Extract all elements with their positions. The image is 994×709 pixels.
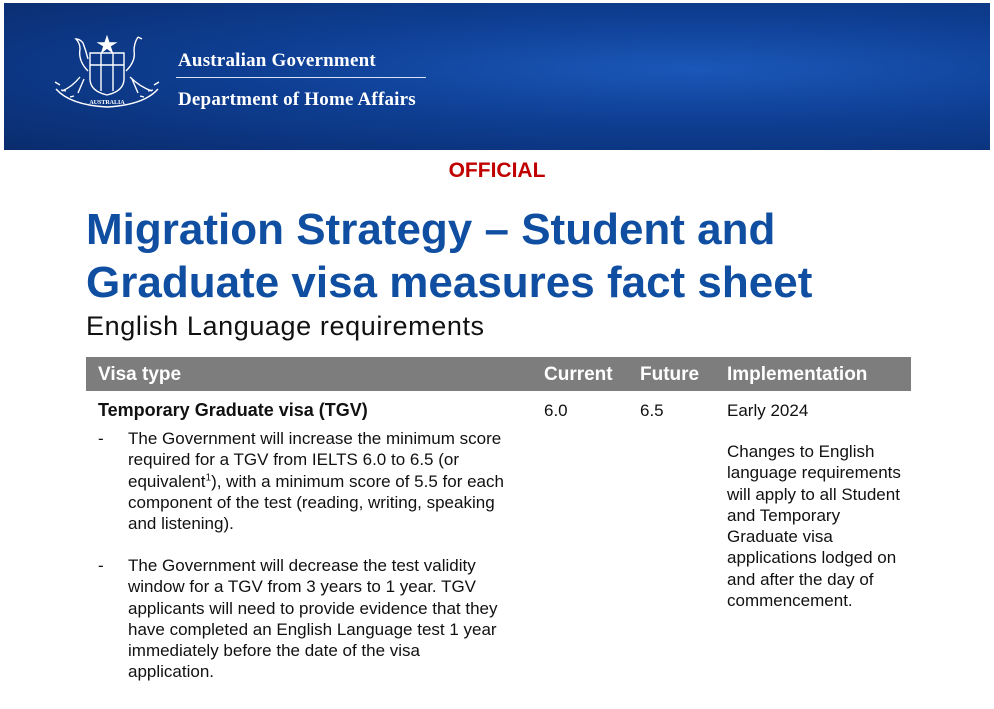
government-name: Australian Government	[178, 50, 376, 71]
classification-label: OFFICIAL	[448, 159, 546, 182]
page-title: Migration Strategy – Student and Graduate visa measures fact sheet	[86, 205, 813, 307]
header-banner	[4, 3, 990, 150]
table-header	[86, 357, 911, 391]
col-header-current: Current	[544, 364, 613, 385]
current-score: 6.0	[544, 401, 568, 420]
bullet-dash-1: -	[98, 429, 104, 448]
bullet-1-text-cont: ), with a minimum score of 5.5 for each component of the test (reading, writing, speaking and listening).	[128, 471, 504, 534]
bullet-item-2: The Government will decrease the test validity window for a TGV from 3 years to 1 year. TGV applicants will need to provide evidence that they have completed an English Language test 1 year immediately before the date of the visa application.	[128, 556, 498, 682]
implementation-note: Changes to English language requirements will apply to all Student and Temporary Graduate visa applications lodged on and after the day of commencement.	[727, 442, 901, 611]
col-header-future: Future	[640, 364, 700, 385]
future-score: 6.5	[640, 401, 664, 420]
header-divider	[176, 77, 426, 78]
bullet-1-text: The Government will increase the minimum score required for a TGV from IELTS 6.0 to 6.5 (or equivalent	[128, 429, 502, 491]
implementation-date: Early 2024	[727, 401, 809, 420]
crest-scroll-text: AUSTRALIA	[89, 100, 125, 106]
coat-of-arms-icon	[50, 31, 164, 111]
page-subtitle: English Language requirements	[86, 311, 485, 341]
visa-type-name: Temporary Graduate visa (TGV)	[98, 400, 368, 420]
bullet-dash-2: -	[98, 556, 104, 575]
department-name: Department of Home Affairs	[178, 89, 416, 110]
col-header-implementation: Implementation	[727, 364, 868, 385]
bullet-item-1	[128, 428, 523, 534]
col-header-visa-type: Visa type	[98, 364, 182, 385]
footnote-marker: 1	[205, 471, 212, 483]
